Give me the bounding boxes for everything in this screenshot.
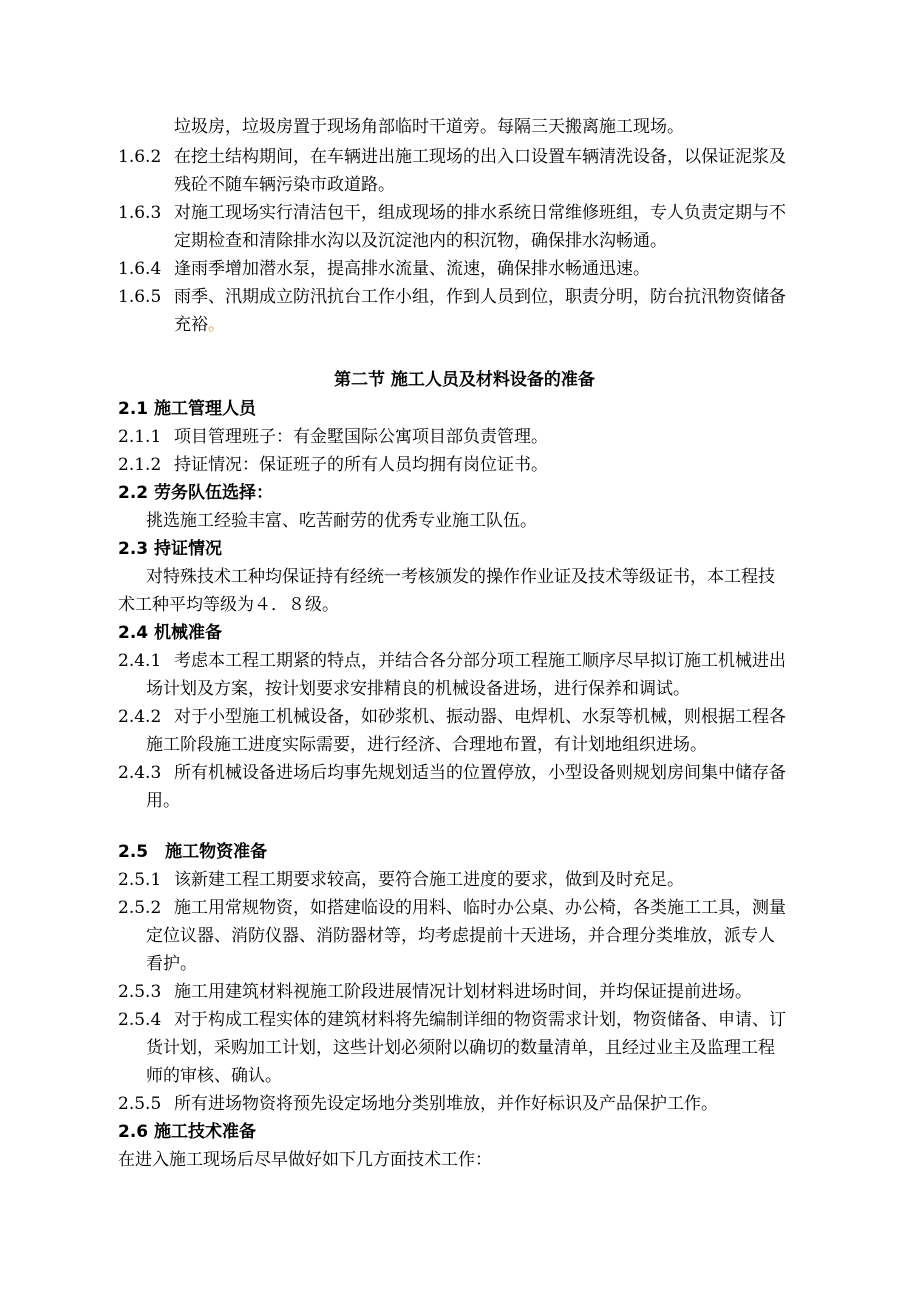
section-title: 第二节 施工人员及材料设备的准备 bbox=[334, 370, 595, 390]
heading-2-2: 2.2 劳务队伍选择： bbox=[118, 483, 274, 503]
item-text: 该新建工程工期要求较高，要符合施工进度的要求，做到及时充足。 bbox=[174, 870, 684, 890]
paragraph-2-6: 在进入施工现场后尽早做好如下几方面技术工作： bbox=[118, 1150, 492, 1170]
item-text: 施工用建筑材料视施工阶段进展情况计划材料进场时间，并均保证提前进场。 bbox=[174, 982, 752, 1002]
item-number: 1.6.5 bbox=[118, 287, 162, 307]
highlighted-punctuation: 。 bbox=[208, 315, 225, 335]
item-number: 1.6.4 bbox=[118, 259, 162, 279]
item-text: 项目管理班子：有金墅国际公寓项目部负责管理。 bbox=[174, 427, 548, 447]
list-item-2-5-3 bbox=[118, 980, 752, 1004]
item-number: 2.4.3 bbox=[118, 763, 162, 783]
list-item-1-6-2 bbox=[118, 145, 786, 169]
item-number: 2.5.5 bbox=[118, 1094, 162, 1114]
paragraph-line: 垃圾房，垃圾房置于现场角部临时干道旁。每隔三天搬离施工现场。 bbox=[174, 117, 684, 137]
item-number: 2.5.3 bbox=[118, 982, 162, 1002]
item-text: 施工用常规物资，如搭建临设的用料、临时办公桌、办公椅，各类施工工具，测量 bbox=[174, 898, 786, 918]
item-number: 2.4.1 bbox=[118, 651, 162, 671]
paragraph-2-3-cont: 术工种平均等级为４．８级。 bbox=[118, 595, 339, 615]
item-text: 考虑本工程工期紧的特点，并结合各分部分项工程施工顺序尽早拟订施工机械进出 bbox=[174, 651, 786, 671]
item-continuation: 残砼不随车辆污染市政道路。 bbox=[174, 175, 395, 195]
item-number: 2.5.4 bbox=[118, 1010, 162, 1030]
item-continuation: 货计划，采购加工计划，这些计划必须附以确切的数量清单，且经过业主及监理工程 bbox=[146, 1038, 775, 1058]
heading-2-4: 2.4 机械准备 bbox=[118, 623, 223, 643]
list-item-2-5-4 bbox=[118, 1008, 786, 1032]
list-item-2-4-2 bbox=[118, 705, 786, 729]
item-text: 对于小型施工机械设备，如砂浆机、振动器、电焊机、水泵等机械，则根据工程各 bbox=[174, 707, 786, 727]
item-continuation: 施工阶段施工进度实际需要，进行经济、合理地布置，有计划地组织进场。 bbox=[146, 735, 707, 755]
item-number: 2.1.2 bbox=[118, 455, 162, 475]
item-text: 所有机械设备进场后均事先规划适当的位置停放，小型设备则规划房间集中储存备 bbox=[174, 763, 786, 783]
item-text: 对于构成工程实体的建筑材料将先编制详细的物资需求计划，物资储备、申请、订 bbox=[174, 1010, 786, 1030]
paragraph-2-2: 挑选施工经验丰富、吃苦耐劳的优秀专业施工队伍。 bbox=[146, 511, 537, 531]
item-text: 在挖土结构期间，在车辆进出施工现场的出入口设置车辆清洗设备，以保证泥浆及 bbox=[174, 147, 786, 167]
item-text: 对施工现场实行清洁包干，组成现场的排水系统日常维修班组，专人负责定期与不 bbox=[174, 203, 786, 223]
heading-2-1: 2.1 施工管理人员 bbox=[118, 399, 257, 419]
item-continuation: 场计划及方案，按计划要求安排精良的机械设备进场，进行保养和调试。 bbox=[146, 679, 690, 699]
item-text: 逢雨季增加潜水泵，提高排水流量、流速，确保排水畅通迅速。 bbox=[174, 259, 650, 279]
list-item-1-6-4 bbox=[118, 257, 650, 281]
item-text: 所有进场物资将预先设定场地分类别堆放，并作好标识及产品保护工作。 bbox=[174, 1094, 718, 1114]
list-item-2-5-5 bbox=[118, 1092, 718, 1116]
paragraph-2-3: 对特殊技术工种均保证持有经统一考核颁发的操作作业证及技术等级证书，本工程技 bbox=[146, 567, 775, 587]
item-number: 2.5.2 bbox=[118, 898, 162, 918]
heading-2-6: 2.6 施工技术准备 bbox=[118, 1122, 257, 1142]
list-item-2-5-1 bbox=[118, 868, 684, 892]
item-number: 1.6.2 bbox=[118, 147, 162, 167]
list-item-2-1-2 bbox=[118, 453, 548, 477]
list-item-2-5-2 bbox=[118, 896, 786, 920]
item-continuation bbox=[174, 313, 225, 337]
list-item-2-4-1 bbox=[118, 649, 786, 673]
item-number: 1.6.3 bbox=[118, 203, 162, 223]
list-item-1-6-5 bbox=[118, 285, 786, 309]
heading-2-5: 2.5 施工物资准备 bbox=[118, 842, 268, 862]
item-text: 雨季、汛期成立防汛抗台工作小组，作到人员到位，职责分明，防台抗汛物资储备 bbox=[174, 287, 786, 307]
list-item-1-6-3 bbox=[118, 201, 786, 225]
list-item-2-1-1 bbox=[118, 425, 548, 449]
item-number: 2.5.1 bbox=[118, 870, 162, 890]
item-text: 充裕 bbox=[174, 315, 208, 335]
item-number: 2.1.1 bbox=[118, 427, 162, 447]
list-item-2-4-3 bbox=[118, 761, 786, 785]
item-continuation: 定位议器、消防仪器、消防器材等，均考虑提前十天进场，并合理分类堆放，派专人 bbox=[146, 926, 775, 946]
item-number: 2.4.2 bbox=[118, 707, 162, 727]
heading-2-3: 2.3 持证情况 bbox=[118, 539, 223, 559]
item-text: 持证情况：保证班子的所有人员均拥有岗位证书。 bbox=[174, 455, 548, 475]
item-continuation: 定期检查和清除排水沟以及沉淀池内的积沉物，确保排水沟畅通。 bbox=[174, 231, 667, 251]
item-continuation: 用。 bbox=[146, 791, 180, 811]
item-continuation: 看护。 bbox=[146, 954, 197, 974]
item-continuation: 师的审核、确认。 bbox=[146, 1066, 282, 1086]
